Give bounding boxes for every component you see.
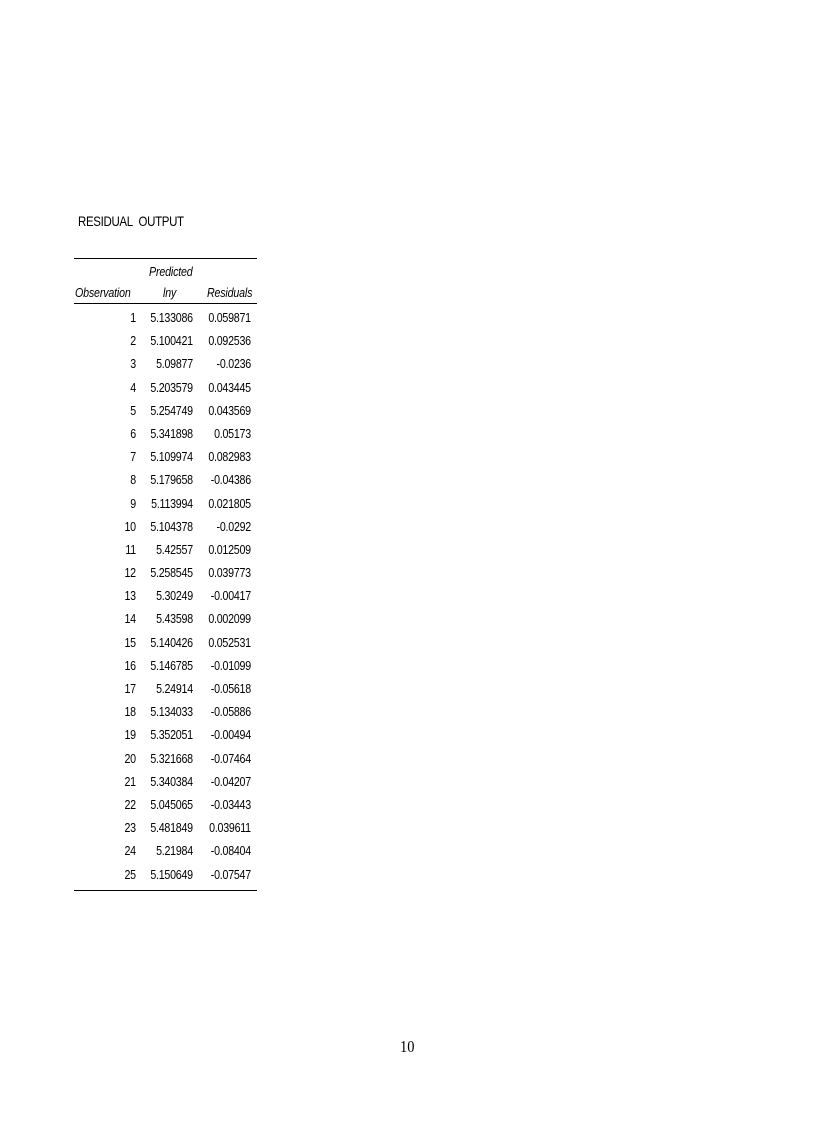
cell-predicted: 5.254749 xyxy=(150,402,193,418)
cell-residual: -0.04386 xyxy=(210,472,251,488)
cell-residual: 0.082983 xyxy=(208,449,251,465)
table-row xyxy=(74,329,257,352)
page-title: RESIDUAL OUTPUT xyxy=(78,213,184,229)
cell-observation: 2 xyxy=(130,333,136,349)
table-row xyxy=(74,839,257,862)
cell-predicted: 5.045065 xyxy=(150,796,193,812)
residual-table xyxy=(74,258,257,891)
cell-predicted: 5.258545 xyxy=(150,565,193,581)
table-row xyxy=(74,352,257,375)
table-row xyxy=(74,492,257,515)
cell-predicted: 5.104378 xyxy=(150,518,193,534)
header-predicted-line1: Predicted xyxy=(149,264,193,279)
cell-observation: 18 xyxy=(124,704,136,720)
table-row xyxy=(74,631,257,654)
table-header xyxy=(74,259,257,304)
table-row xyxy=(74,677,257,700)
cell-predicted: 5.203579 xyxy=(150,379,193,395)
header-observation: Observation xyxy=(75,285,131,300)
table-row xyxy=(74,700,257,723)
cell-residual: -0.08404 xyxy=(210,843,251,859)
cell-observation: 25 xyxy=(124,866,136,882)
cell-residual: -0.07547 xyxy=(210,866,251,882)
table-row xyxy=(74,584,257,607)
table-row xyxy=(74,747,257,770)
cell-predicted: 5.179658 xyxy=(150,472,193,488)
cell-observation: 23 xyxy=(124,820,136,836)
cell-observation: 24 xyxy=(124,843,136,859)
cell-residual: -0.05618 xyxy=(210,681,251,696)
table-row xyxy=(74,399,257,422)
cell-residual: 0.043445 xyxy=(208,379,251,395)
table-row xyxy=(74,538,257,561)
cell-predicted: 5.43598 xyxy=(156,611,193,627)
cell-observation: 5 xyxy=(130,402,136,418)
cell-predicted: 5.109974 xyxy=(150,449,193,465)
page-number: 10 xyxy=(400,1037,415,1056)
cell-predicted: 5.341898 xyxy=(150,425,193,441)
cell-residual: 0.039773 xyxy=(208,565,251,581)
table-row xyxy=(74,793,257,816)
cell-residual: -0.04207 xyxy=(210,773,251,789)
cell-residual: 0.012509 xyxy=(208,541,251,557)
cell-residual: -0.05886 xyxy=(210,704,251,720)
cell-observation: 4 xyxy=(130,379,136,395)
cell-observation: 19 xyxy=(124,727,136,743)
cell-predicted: 5.09877 xyxy=(156,356,193,372)
cell-residual: -0.00494 xyxy=(210,727,251,743)
table-row xyxy=(74,376,257,399)
cell-predicted: 5.42557 xyxy=(156,541,193,557)
cell-residual: 0.039611 xyxy=(209,820,251,836)
table-row xyxy=(74,561,257,584)
cell-observation: 7 xyxy=(130,449,136,465)
cell-observation: 6 xyxy=(130,425,136,441)
cell-predicted: 5.100421 xyxy=(150,333,193,349)
cell-observation: 12 xyxy=(124,565,136,581)
table-row xyxy=(74,468,257,491)
cell-residual: -0.00417 xyxy=(210,588,251,604)
cell-observation: 16 xyxy=(124,657,136,673)
cell-observation: 17 xyxy=(124,681,136,696)
cell-residual: -0.0292 xyxy=(216,518,251,534)
table-row xyxy=(74,515,257,538)
cell-observation: 20 xyxy=(124,750,136,766)
cell-residual: 0.05173 xyxy=(214,425,251,441)
cell-predicted: 5.481849 xyxy=(150,820,193,836)
cell-predicted: 5.21984 xyxy=(156,843,193,859)
table-row xyxy=(74,863,257,886)
table-row xyxy=(74,723,257,746)
cell-predicted: 5.146785 xyxy=(150,657,193,673)
cell-predicted: 5.352051 xyxy=(150,727,193,743)
cell-residual: 0.052531 xyxy=(208,634,251,650)
table-row xyxy=(74,816,257,839)
cell-predicted: 5.150649 xyxy=(150,866,193,882)
table-body xyxy=(74,304,257,890)
cell-predicted: 5.134033 xyxy=(150,704,193,720)
cell-residual: -0.0236 xyxy=(216,356,251,372)
cell-predicted: 5.340384 xyxy=(150,773,193,789)
cell-residual: -0.01099 xyxy=(210,657,251,673)
cell-observation: 8 xyxy=(130,472,136,488)
cell-residual: 0.059871 xyxy=(208,310,251,325)
cell-observation: 3 xyxy=(130,356,136,372)
cell-residual: 0.092536 xyxy=(208,333,251,349)
table-row xyxy=(74,422,257,445)
cell-predicted: 5.321668 xyxy=(150,750,193,766)
cell-observation: 14 xyxy=(124,611,136,627)
cell-predicted: 5.24914 xyxy=(156,681,193,696)
table-row xyxy=(74,607,257,630)
cell-observation: 10 xyxy=(124,518,136,534)
table-row xyxy=(74,770,257,793)
cell-predicted: 5.113994 xyxy=(151,495,193,511)
cell-residual: -0.03443 xyxy=(210,796,251,812)
cell-predicted: 5.140426 xyxy=(150,634,193,650)
cell-predicted: 5.133086 xyxy=(150,310,193,325)
cell-residual: 0.021805 xyxy=(208,495,251,511)
header-predicted-line2: lny xyxy=(163,285,177,300)
table-row xyxy=(74,654,257,677)
cell-residual: 0.002099 xyxy=(208,611,251,627)
header-residuals: Residuals xyxy=(206,285,252,300)
cell-predicted: 5.30249 xyxy=(156,588,193,604)
cell-observation: 9 xyxy=(130,495,136,511)
cell-observation: 21 xyxy=(124,773,136,789)
cell-observation: 15 xyxy=(124,634,136,650)
cell-observation: 11 xyxy=(125,541,136,557)
cell-residual: 0.043569 xyxy=(208,402,251,418)
cell-observation: 13 xyxy=(124,588,136,604)
table-row xyxy=(74,445,257,468)
cell-observation: 22 xyxy=(124,796,136,812)
table-row xyxy=(74,306,257,329)
cell-observation: 1 xyxy=(130,310,136,325)
cell-residual: -0.07464 xyxy=(210,750,251,766)
